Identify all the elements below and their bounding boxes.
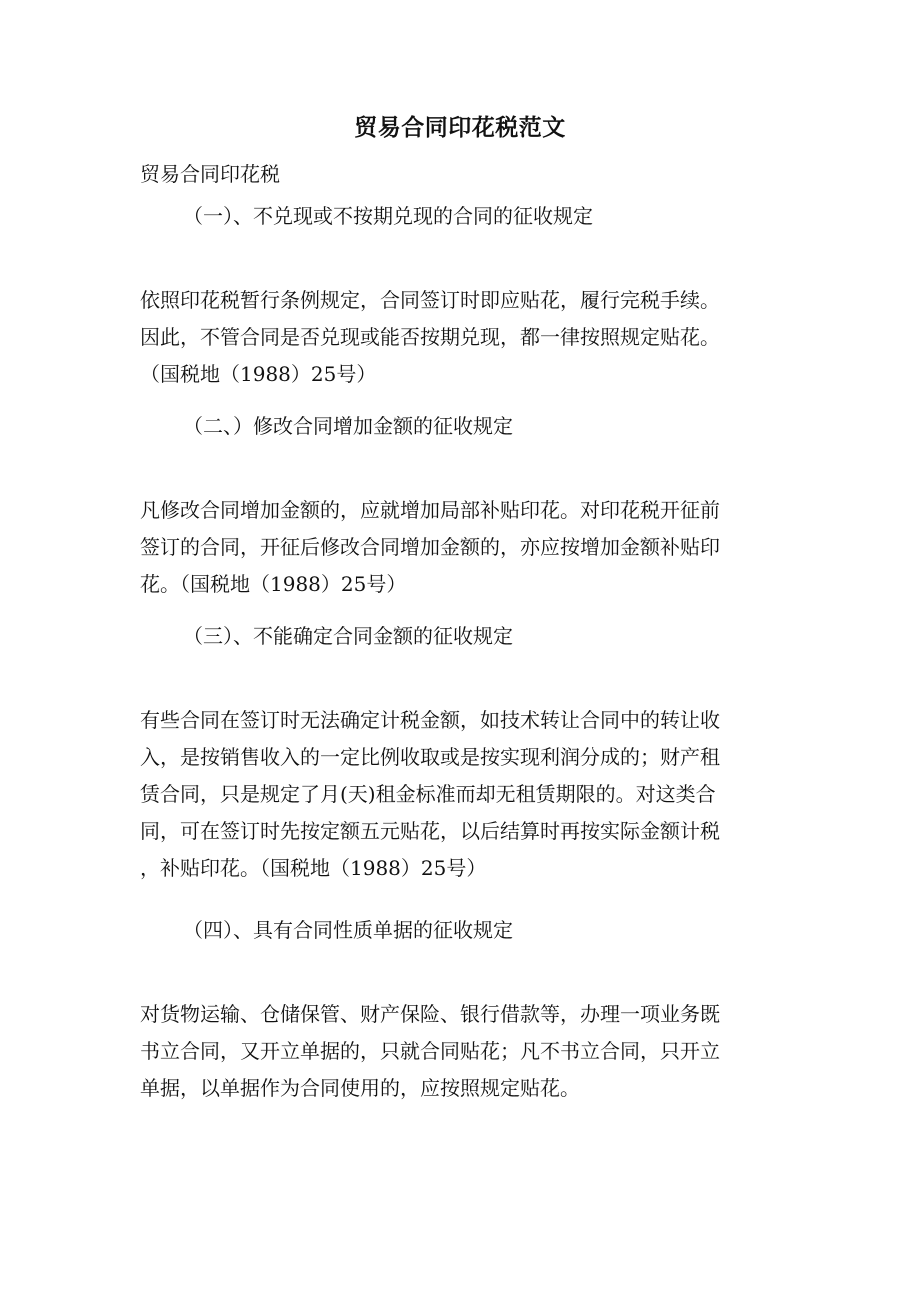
section-body-4 xyxy=(140,996,780,1107)
body-line: 对货物运输、仓储保管、财产保险、银行借款等，办理一项业务既 xyxy=(140,1002,720,1026)
section-body-1 xyxy=(140,282,780,393)
document-subtitle: 贸易合同印花税 xyxy=(140,162,280,186)
body-line: （国税地（1988）25号） xyxy=(140,362,377,386)
body-line: ，补贴印花。（国税地（1988）25号） xyxy=(140,856,487,880)
section-heading-2: （二、）修改合同增加金额的征收规定 xyxy=(183,414,513,438)
body-line: 入，是按销售收入的一定比例收取或是按实现利润分成的；财产租 xyxy=(140,745,720,769)
body-line: 花。（国税地（1988）25号） xyxy=(140,572,407,596)
body-line: 书立合同，又开立单据的，只就合同贴花；凡不书立合同，只开立 xyxy=(140,1039,720,1063)
body-line: 单据，以单据作为合同使用的，应按照规定贴花。 xyxy=(140,1076,580,1100)
body-line: 赁合同，只是规定了月(天)租金标准而却无租赁期限的。对这类合 xyxy=(140,782,716,806)
body-line: 凡修改合同增加金额的，应就增加局部补贴印花。对印花税开征前 xyxy=(140,498,720,522)
body-line: 有些合同在签订时无法确定计税金额，如技术转让合同中的转让收 xyxy=(140,708,720,732)
body-line: 同，可在签订时先按定额五元贴花，以后结算时再按实际金额计税 xyxy=(140,819,720,843)
section-heading-3: （三）、不能确定合同金额的征收规定 xyxy=(183,624,513,648)
section-body-3 xyxy=(140,702,780,887)
section-body-2 xyxy=(140,492,780,603)
section-heading-4: （四）、具有合同性质单据的征收规定 xyxy=(183,918,513,942)
body-line: 因此，不管合同是否兑现或能否按期兑现，都一律按照规定贴花。 xyxy=(140,325,720,349)
document-title: 贸易合同印花税范文 xyxy=(354,114,566,141)
body-line: 依照印花税暂行条例规定，合同签订时即应贴花，履行完税手续。 xyxy=(140,288,720,312)
section-heading-1: （一）、不兑现或不按期兑现的合同的征收规定 xyxy=(183,204,593,228)
body-line: 签订的合同，开征后修改合同增加金额的，亦应按增加金额补贴印 xyxy=(140,535,720,559)
